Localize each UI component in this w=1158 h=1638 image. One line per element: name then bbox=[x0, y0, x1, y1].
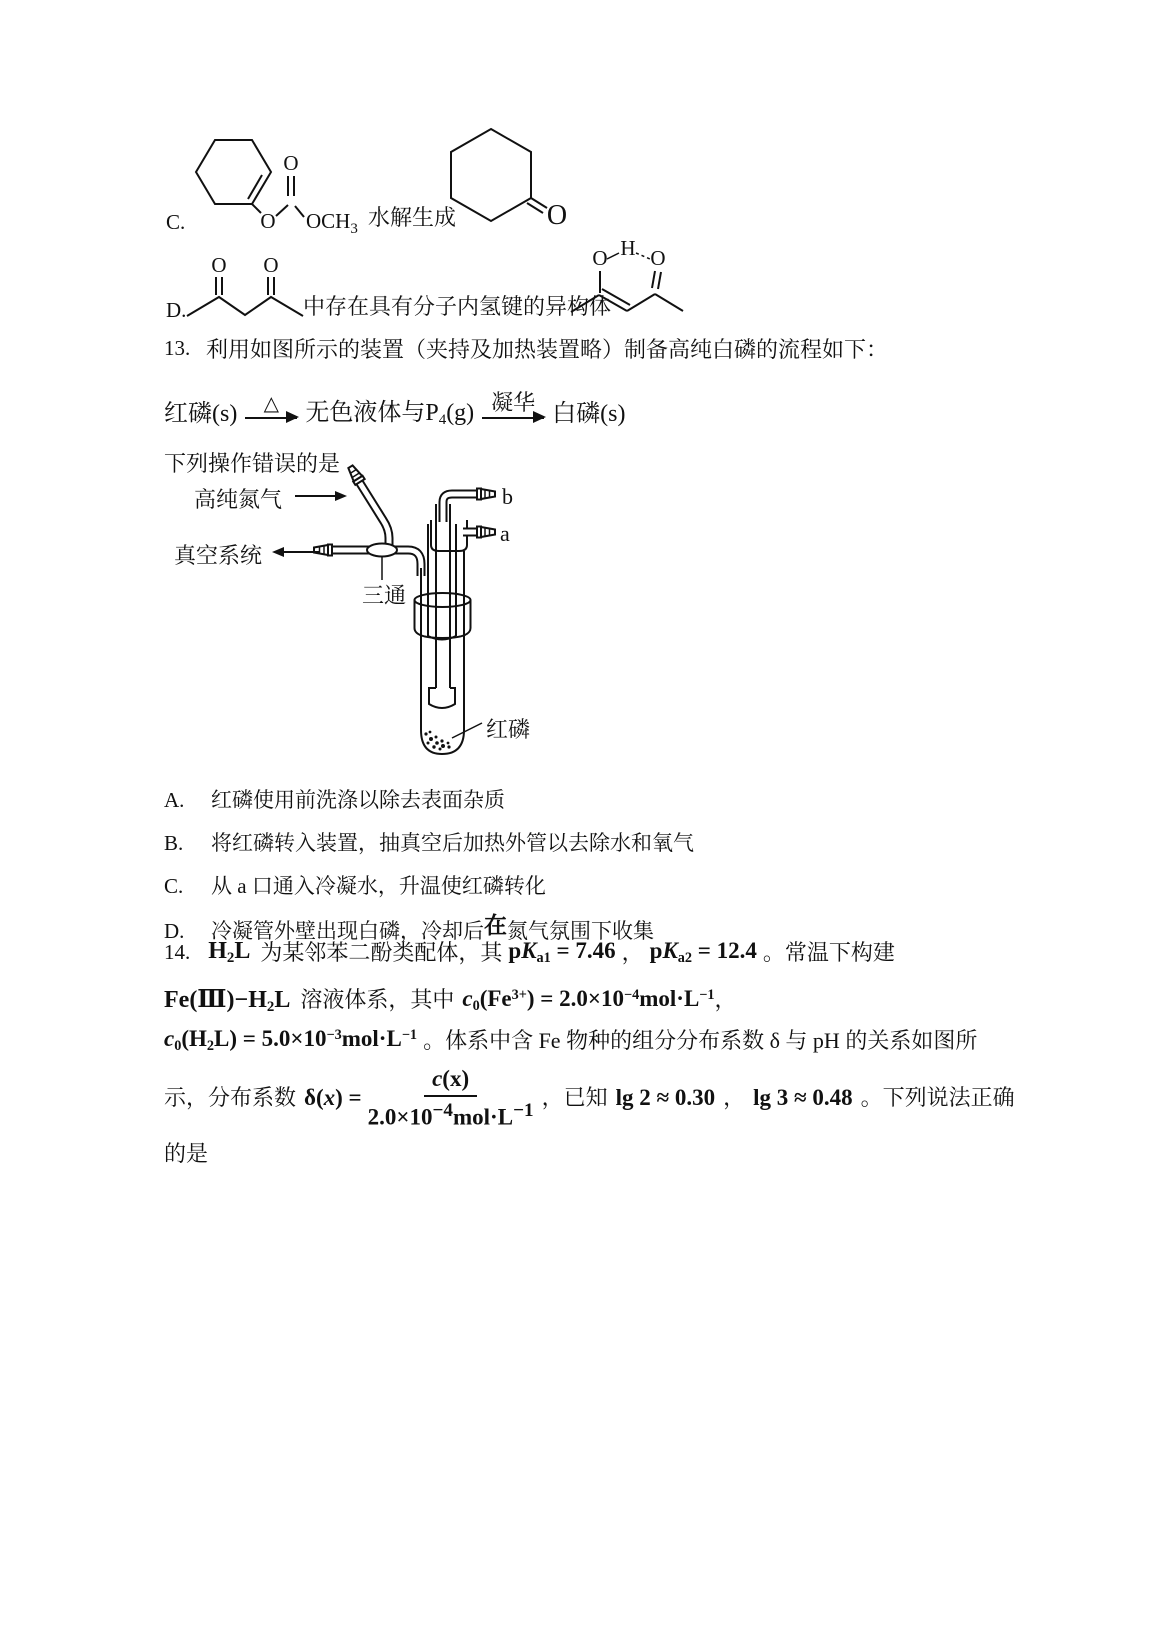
heat-triangle: △ bbox=[263, 393, 280, 415]
option-text: 从 a 口通入冷凝水，升温使红磷转化 bbox=[211, 874, 546, 898]
enol-o-label: O bbox=[592, 246, 608, 270]
delta-definition-formula bbox=[304, 1066, 534, 1131]
q13-question: 下列操作错误的是 bbox=[164, 451, 341, 476]
option-label: C. bbox=[164, 874, 184, 898]
carbonyl-o-label: O bbox=[650, 246, 666, 270]
flow-intermediate: 无色液体与P4(g) bbox=[305, 400, 475, 428]
q14-line-1 bbox=[164, 938, 895, 967]
q13-option-a bbox=[164, 784, 505, 814]
q13-option-b bbox=[164, 827, 694, 857]
ring-double-bond bbox=[248, 175, 262, 199]
c0-h2l-formula: $c_0(H_2L) = 5.0\times 10^{-3}mol\cdot L^{-1}$ bbox=[164, 1026, 418, 1054]
fraction-numerator: c(x) bbox=[424, 1066, 477, 1097]
delta-lhs: δ(x) = bbox=[304, 1085, 362, 1110]
flow-product: 白磷(s) bbox=[552, 401, 626, 428]
q14-text-2: 。常温下构建 bbox=[762, 939, 895, 965]
option-label: D. bbox=[164, 919, 185, 943]
keto-o-right-label: O bbox=[263, 253, 279, 277]
acetylacetone-structure bbox=[182, 250, 317, 330]
q14-text-6: 已知 bbox=[563, 1085, 608, 1111]
emphasized-zai: 在 bbox=[484, 913, 507, 938]
port-b-barb bbox=[477, 489, 495, 500]
q14-text-4: 。体系中含 Fe 物种的组分分布系数 δ 与 pH 的关系如图所 bbox=[423, 1027, 978, 1053]
methoxy-label: $OCH_3$ bbox=[306, 209, 358, 237]
q13-stem: 利用如图所示的装置（夹持及加热装置略）制备高纯白磷的流程如下： bbox=[206, 337, 889, 362]
comma: ， bbox=[723, 1085, 746, 1111]
option-c-text: 水解生成 bbox=[368, 205, 457, 230]
ester-o-label: O bbox=[260, 209, 276, 233]
option-d-label: D. bbox=[166, 298, 187, 322]
nitrogen-arrow-icon bbox=[295, 491, 347, 501]
q14-text-1: 为某邻苯二酚类配体，其 bbox=[260, 939, 503, 965]
q14-line-2 bbox=[164, 984, 737, 1016]
cyclohexanone-structure bbox=[444, 120, 579, 238]
enol-tautomer-structure bbox=[558, 233, 718, 331]
arrow-right-icon bbox=[482, 417, 544, 419]
q14-line-3 bbox=[164, 1026, 977, 1055]
cyclohexane-ring bbox=[451, 129, 531, 221]
hydrogen-bond bbox=[636, 253, 650, 259]
nitrogen-inlet-tube bbox=[358, 480, 389, 550]
q13-number: 13. bbox=[164, 336, 191, 360]
pka2-formula: $pK_{a2} = 12.4$ bbox=[649, 938, 757, 966]
port-a-barb bbox=[477, 527, 495, 538]
vacuum-barb bbox=[314, 545, 332, 556]
three-way-label: 三通 bbox=[362, 583, 407, 608]
three-way-valve bbox=[367, 544, 397, 557]
collar-ring bbox=[415, 593, 471, 638]
lg3-formula: lg 3 ≈ 0.48 bbox=[753, 1085, 853, 1110]
flow-reactant: 红磷(s) bbox=[164, 401, 238, 428]
cyclohexenyl-methyl-carbonate-structure bbox=[182, 120, 377, 242]
q13-option-c bbox=[164, 870, 546, 900]
option-text: 冷凝管外壁出现白磷，冷却后在氮气氛围下收集 bbox=[211, 913, 654, 943]
keto-o-left-label: O bbox=[211, 253, 227, 277]
carbonyl-o-label: O bbox=[283, 151, 299, 175]
q14-number: 14. bbox=[164, 940, 191, 964]
vacuum-label: 真空系统 bbox=[174, 543, 263, 568]
red-phosphorus-label: 红磷 bbox=[486, 717, 531, 742]
port-a-label: a bbox=[500, 521, 510, 546]
fe-h2l-formula: $Fe(Ⅲ)-H_2L$ bbox=[164, 987, 291, 1015]
q14-text-8: 的是 bbox=[164, 1141, 209, 1166]
option-text: 红磷使用前洗涤以除去表面杂质 bbox=[211, 788, 505, 812]
c-c-double-bond bbox=[599, 295, 627, 311]
enol-h-label: H bbox=[620, 236, 636, 260]
comma: ， bbox=[541, 1085, 564, 1111]
cyclohexene-ring bbox=[196, 140, 271, 204]
reaction-flow bbox=[164, 392, 626, 429]
comma: ， bbox=[714, 987, 737, 1013]
delta-fraction bbox=[368, 1066, 534, 1131]
nitrogen-label: 高纯氮气 bbox=[194, 487, 283, 512]
c0-fe-formula: $c_0(Fe^{3+}) = 2.0\times 10^{-4}mol\cdot L^{-1}$ bbox=[462, 985, 715, 1014]
option-text: 将红磷转入装置，抽真空后加热外管以去除水和氧气 bbox=[211, 831, 694, 855]
comma: ， bbox=[621, 939, 644, 965]
nitrogen-barb bbox=[346, 464, 365, 485]
flow-arrow-1 bbox=[245, 394, 297, 429]
port-b-label: b bbox=[502, 484, 513, 509]
option-label: B. bbox=[164, 831, 184, 855]
q14-text-7: 。下列说法正确 bbox=[860, 1085, 1015, 1111]
option-d-text: 中存在具有分子内氢键的异构体 bbox=[303, 294, 612, 319]
red-phosphorus-leader-line bbox=[452, 723, 482, 738]
option-c-label: C. bbox=[166, 210, 186, 234]
h2l-formula: $H_2L$ bbox=[208, 938, 251, 966]
q14-text-3: 溶液体系，其中 bbox=[300, 987, 455, 1013]
arrow-right-icon bbox=[245, 417, 297, 419]
q14-text-5: 示，分布系数 bbox=[164, 1085, 297, 1111]
q14-line-4 bbox=[164, 1062, 1015, 1134]
lg2-formula: lg 2 ≈ 0.30 bbox=[615, 1085, 716, 1110]
vacuum-arrow-icon bbox=[272, 547, 320, 557]
o-h-bond bbox=[607, 253, 619, 259]
fraction-denominator: $2.0\times 10^{-4}mol\cdot L^{-1}$ bbox=[367, 1099, 534, 1130]
carbon-skeleton bbox=[187, 297, 303, 316]
sublimation-label: 凝华 bbox=[491, 390, 536, 415]
option-label: A. bbox=[164, 788, 185, 812]
red-phosphorus-solid bbox=[424, 731, 450, 751]
port-b-tube bbox=[443, 494, 477, 522]
flow-arrow-2 bbox=[482, 392, 544, 429]
ketone-o-label: O bbox=[546, 200, 568, 231]
carbonate-group bbox=[252, 151, 358, 237]
pka1-formula: $pK_{a1} = 7.46$ bbox=[508, 938, 616, 966]
